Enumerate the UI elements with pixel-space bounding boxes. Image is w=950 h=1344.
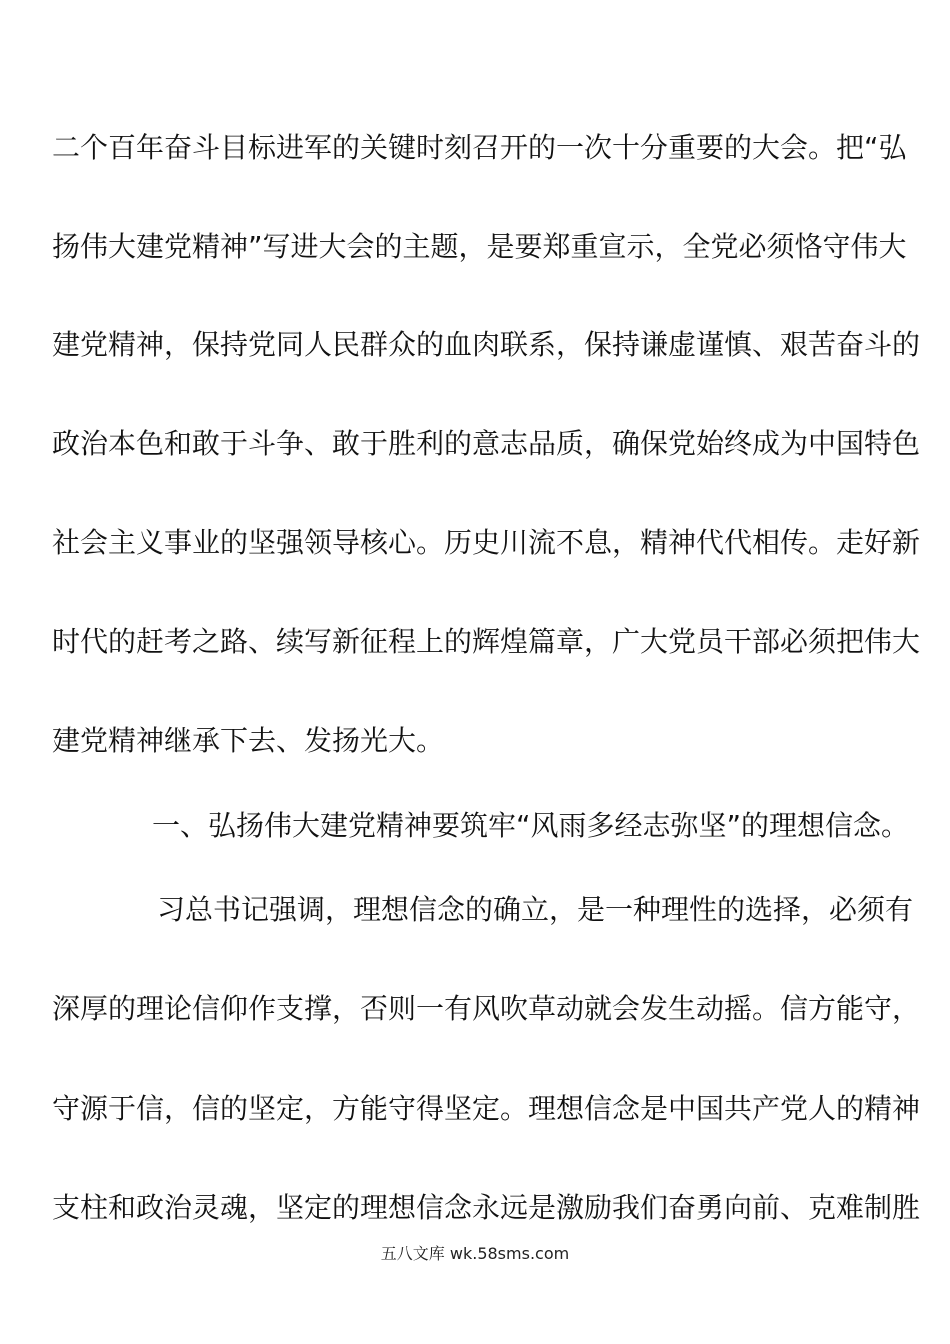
paragraph2-line-3: 守源于信，信的坚定，方能守得坚定。理想信念是中国共产党人的精神	[52, 1092, 921, 1125]
body-line-2: 扬伟大建党精神”写进大会的主题，是要郑重宣示，全党必须恪守伟大	[52, 230, 907, 263]
body-line-1: 二个百年奋斗目标进军的关键时刻召开的一次十分重要的大会。把“弘	[52, 131, 907, 164]
section-heading: 一、弘扬伟大建党精神要筑牢“风雨多经志弥坚”的理想信念。	[152, 809, 910, 842]
body-line-7: 建党精神继承下去、发扬光大。	[52, 724, 445, 757]
body-line-5: 社会主义事业的坚强领导核心。历史川流不息，精神代代相传。走好新	[52, 526, 921, 559]
paragraph2-line-2: 深厚的理论信仰作支撑，否则一有风吹草动就会发生动摇。信方能守，	[52, 992, 921, 1025]
body-line-6: 时代的赶考之路、续写新征程上的辉煌篇章，广大党员干部必须把伟大	[52, 625, 921, 658]
body-line-4: 政治本色和敢于斗争、敢于胜利的意志品质，确保党始终成为中国特色	[52, 427, 921, 460]
paragraph2-line-1: 习总书记强调，理想信念的确立，是一种理性的选择，必须有	[157, 893, 914, 926]
paragraph2-line-4: 支柱和政治灵魂，坚定的理想信念永远是激励我们奋勇向前、克难制胜	[52, 1191, 921, 1224]
footer-watermark: 五八文库 wk.58sms.com	[380, 1244, 570, 1263]
body-line-3: 建党精神，保持党同人民群众的血肉联系，保持谦虚谨慎、艰苦奋斗的	[52, 328, 921, 361]
